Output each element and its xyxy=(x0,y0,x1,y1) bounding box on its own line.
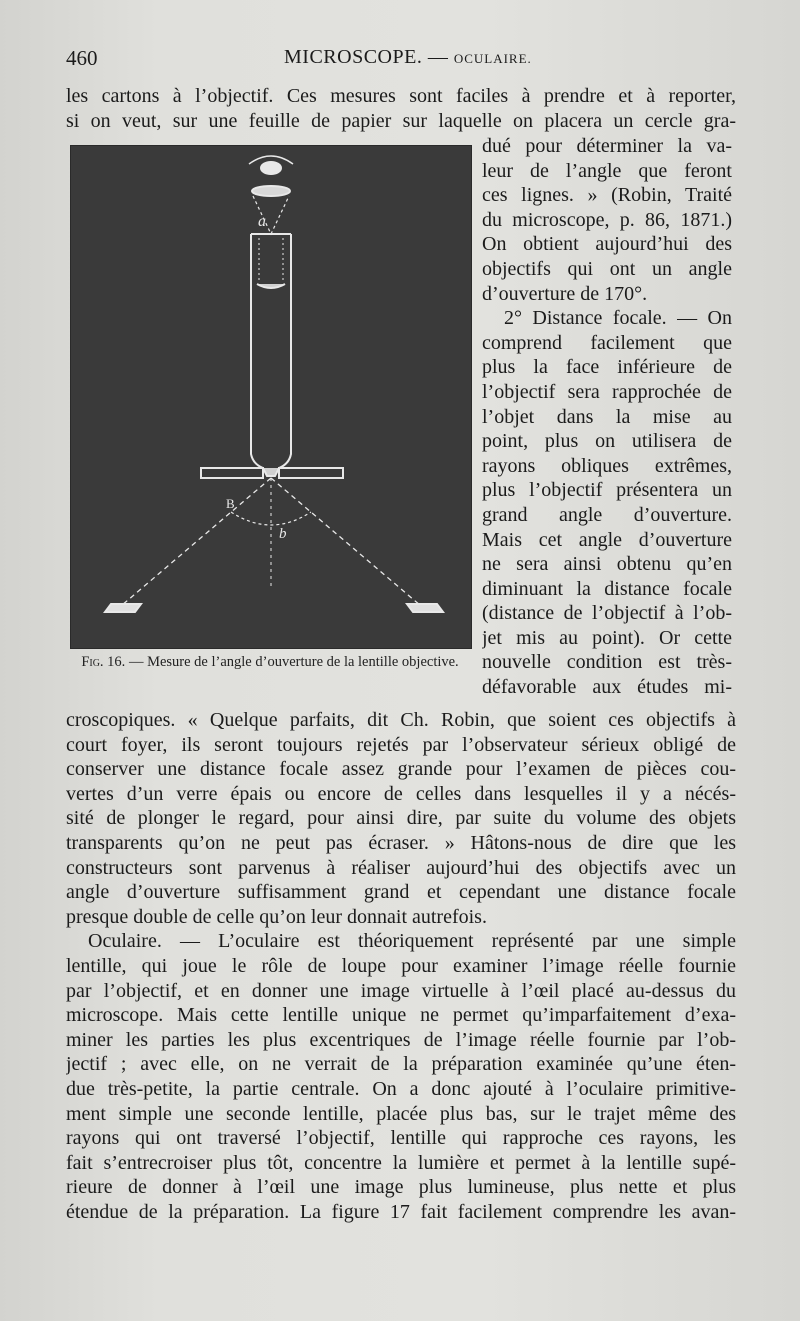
text-line: plus l’objectif présentera un xyxy=(482,479,732,502)
text-line: étendue de la préparation. La figure 17 fait facilement comprendre les avan- xyxy=(66,1200,736,1223)
text-line: On obtient aujourd’hui des xyxy=(482,233,732,256)
eyepiece-lens xyxy=(252,186,290,196)
text-line: rieure de donner à l’œil une image plus lumineuse, plus nette et plus xyxy=(66,1176,736,1199)
text-line: conserver une distance focale assez grande pour l’examen de pièces cou- xyxy=(66,758,736,781)
stage-right xyxy=(279,468,343,478)
card-right xyxy=(407,604,443,612)
card-left xyxy=(105,604,141,612)
text-line: leur de l’angle que feront xyxy=(482,159,732,182)
figure-caption xyxy=(70,653,470,671)
text-line: (distance de l’objectif à l’ob- xyxy=(482,602,732,625)
label-a: a xyxy=(258,213,266,230)
ocular-lens xyxy=(257,284,285,288)
running-title xyxy=(284,46,532,69)
text-line: Oculaire. — L’oculaire est théoriquement représenté par une simple xyxy=(88,930,736,953)
text-line: comprend facilement que xyxy=(482,331,732,354)
microscope-tube xyxy=(251,234,291,476)
running-title-dash: — xyxy=(427,46,449,68)
text-line: 2° Distance focale. — On xyxy=(504,307,732,330)
running-title-main: MICROSCOPE. xyxy=(284,46,423,68)
ray-line xyxy=(271,478,421,606)
text-line: jet mis au point). Or cette xyxy=(482,626,732,649)
stage-left xyxy=(201,468,263,478)
running-title-sub: OCULAIRE. xyxy=(453,51,532,66)
text-line: court foyer, ils seront toujours rejetés par l’observateur sérieux obligé de xyxy=(66,733,736,756)
text-line: du microscope, p. 86, 1871.) xyxy=(482,208,732,231)
text-line: vertes d’un verre épais ou encore de celles dans lesquelles il y a nécés- xyxy=(66,782,736,805)
running-header xyxy=(66,46,736,72)
label-B: B xyxy=(226,496,235,511)
text-line: Mais cet angle d’ouverture xyxy=(482,528,732,551)
text-line: dué pour déterminer la va- xyxy=(482,135,732,157)
objective-tip xyxy=(263,468,279,476)
text-line: lentille, qui joue le rôle de loupe pour examiner l’image réelle fournie xyxy=(66,954,736,977)
caption-label: Fig. 16. xyxy=(81,654,126,670)
microscope-diagram xyxy=(71,146,471,648)
text-line: ces lignes. » (Robin, Traité xyxy=(482,184,732,207)
page-number: 460 xyxy=(66,46,98,70)
text-line: croscopiques. « Quelque parfaits, dit Ch. Robin, que soient ces objectifs à xyxy=(66,709,736,731)
text-line: due très-petite, la partie centrale. On a donc ajouté à l’oculaire primitive- xyxy=(66,1077,736,1100)
main-body-text xyxy=(66,708,736,1224)
text-line: d’ouverture de 170°. xyxy=(482,282,648,305)
text-line: microscope. Mais cette lentille unique ne permet qu’imparfaitement d’exa- xyxy=(66,1004,736,1027)
eye-pupil xyxy=(261,162,281,174)
text-line: objectifs qui ont un angle xyxy=(482,257,732,280)
text-line: plus la face inférieure de xyxy=(482,356,732,379)
text-line: constructeurs sont parvenus à réaliser aujourd’hui des objectifs avec un xyxy=(66,856,736,879)
text-line: miner les parties les plus excentriques de l’image réelle fournie par l’ob- xyxy=(66,1028,736,1051)
text-line: l’objectif sera rapprochée de xyxy=(482,380,732,403)
text-line: ment simple une seconde lentille, placée plus bas, sur le trajet même des xyxy=(66,1102,736,1125)
text-line: par l’objectif, et en donner une image virtuelle à l’œil placé au-dessus du xyxy=(66,979,736,1002)
text-line: jectif ; avec elle, on ne verrait de la préparation examinée qu’une éten- xyxy=(66,1053,736,1076)
text-line: transparents qu’on ne peut pas écraser. » Hâtons-nous de dire que les xyxy=(66,831,736,854)
text-line: rayons obliques extrêmes, xyxy=(482,454,732,477)
text-line: si on veut, sur une feuille de papier sur laquelle on placera un cercle gra- xyxy=(66,109,736,132)
text-line: l’objet dans la mise au xyxy=(482,405,732,428)
text-line: grand angle d’ouverture. xyxy=(482,503,732,526)
text-line: fait s’entrecroiser plus tôt, concentre la lumière et permet à la lentille supé- xyxy=(66,1151,736,1174)
figure-16-illustration xyxy=(70,145,472,649)
text-line: angle d’ouverture suffisamment grand et cependant une distance focale xyxy=(66,881,736,904)
text-line: presque double de celle qu’on leur donnait autrefois. xyxy=(66,905,487,928)
text-line: nouvelle condition est très- xyxy=(482,651,732,674)
ray-line xyxy=(121,478,271,606)
side-column-text xyxy=(482,134,732,700)
text-line: sité de plonger le regard, pour ainsi dire, par suite du volume des objets xyxy=(66,807,736,830)
text-line: les cartons à l’objectif. Ces mesures sont faciles à prendre et à reporter, xyxy=(66,85,736,107)
caption-text: — Mesure de l’angle d’ouverture de la lentille objective. xyxy=(128,654,459,670)
text-line: rayons qui ont traversé l’objectif, lentille qui rapproche ces rayons, les xyxy=(66,1127,736,1150)
text-line: diminuant la distance focale xyxy=(482,577,732,600)
text-line: point, plus on utilisera de xyxy=(482,430,732,453)
top-paragraph xyxy=(66,84,736,133)
text-line: défavorable aux études mi- xyxy=(482,676,732,699)
text-line: ne sera ainsi obtenu qu’en xyxy=(482,553,732,576)
label-b: b xyxy=(279,526,287,542)
